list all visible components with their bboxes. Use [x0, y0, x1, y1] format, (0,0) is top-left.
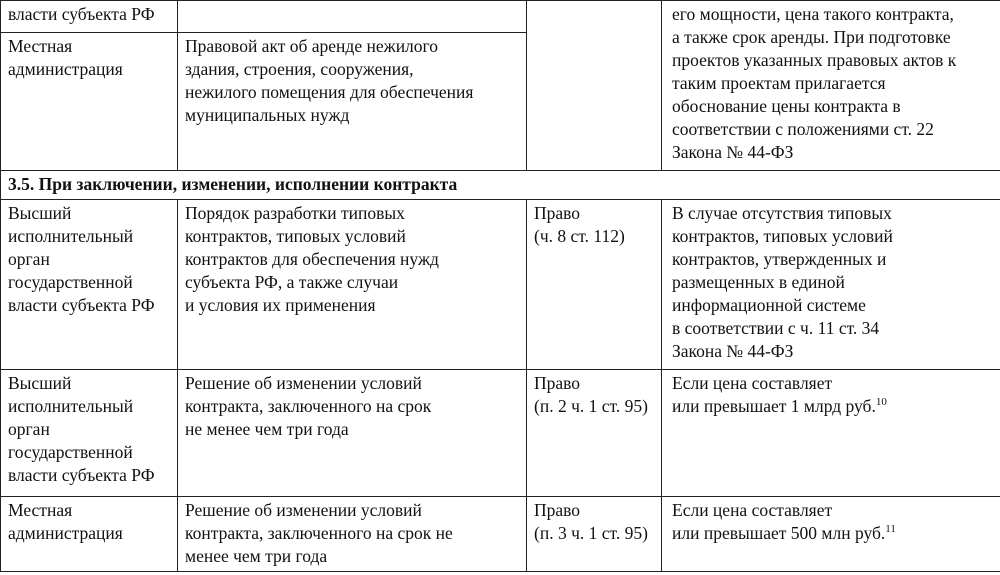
subject-cell: Местная администрация — [1, 497, 178, 572]
type-cell-merged — [527, 1, 662, 171]
condition-cell: В случае отсутствия типовых контрактов, типовых условий контрактов, утвержденных и размещенных в единой информационной системе в соответствии с ч. 11 ст. 34 Закона № 44-ФЗ — [662, 200, 1000, 370]
type-cell: Право (п. 3 ч. 1 ст. 95) — [527, 497, 662, 572]
act-cell: Решение об изменении условий контракта, заключенного на срок не менее чем три года — [178, 497, 527, 572]
table-row — [1, 497, 1000, 572]
footnote-marker: 11 — [885, 523, 896, 535]
table-row — [1, 370, 1000, 497]
condition-cell — [662, 497, 1000, 572]
subject-cell: Высший исполнительный орган государственной власти субъекта РФ — [1, 370, 178, 497]
condition-text: Если цена составляет или превышает 500 млн руб. — [672, 500, 886, 543]
condition-cell — [662, 370, 1000, 497]
act-cell — [178, 1, 527, 33]
act-cell: Порядок разработки типовых контрактов, типовых условий контрактов для обеспечения нужд субъекта РФ, а также случаи и условия их применения — [178, 200, 527, 370]
type-cell: Право (ч. 8 ст. 112) — [527, 200, 662, 370]
subject-cell: Высший исполнительный орган государственной власти субъекта РФ — [1, 200, 178, 370]
section-title: 3.5. При заключении, изменении, исполнении контракта — [1, 171, 1000, 200]
table-row — [1, 200, 1000, 370]
section-row — [1, 171, 1000, 200]
subject-cell: Местная администрация — [1, 33, 178, 171]
act-cell: Правовой акт об аренде нежилого здания, строения, сооружения, нежилого помещения для обеспечения муниципальных нужд — [178, 33, 527, 171]
footnote-marker: 10 — [875, 396, 887, 408]
subject-cell: власти субъекта РФ — [1, 1, 178, 33]
table-row — [1, 1, 1000, 33]
type-cell: Право (п. 2 ч. 1 ст. 95) — [527, 370, 662, 497]
act-cell: Решение об изменении условий контракта, заключенного на срок не менее чем три года — [178, 370, 527, 497]
condition-cell-merged: его мощности, цена такого контракта, а также срок аренды. При подготовке проектов указанных правовых актов к таким проектам прилагается обоснование цены контракта в соответствии с положениями ст. 22 Закона № 44-ФЗ — [662, 1, 1000, 171]
condition-text: Если цена составляет или превышает 1 млрд руб. — [672, 373, 876, 416]
